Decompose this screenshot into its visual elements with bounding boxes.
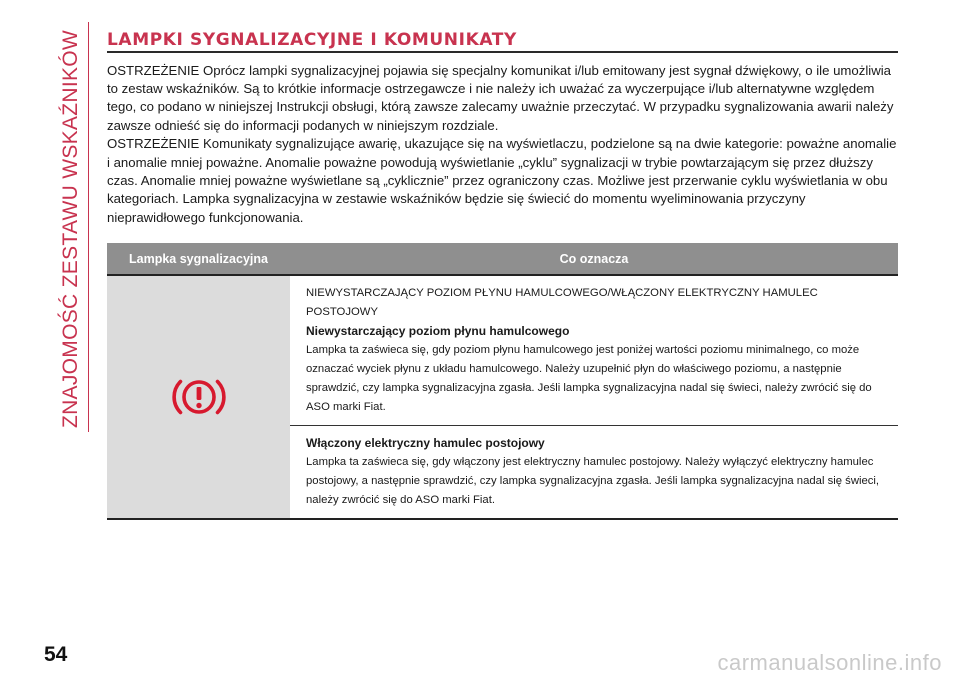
main-content [107,30,898,520]
side-divider [88,22,89,432]
section-text-brake-fluid: Lampka ta zaświeca się, gdy poziom płynu hamulcowego jest poniżej wartości poziomu minimalnego, co może oznaczać wyciek płynu z układu hamulcowego. Należy uzupełnić płyn do właściwego poziomu, a następnie sprawdzić, czy lampka sygnalizacyjna zgasła. Jeśli lampka sygnalizacyjna nadal się świeci, należy zwrócić się do ASO marki Fiat. [306,344,872,414]
section-text-parking-brake: Lampka ta zaświeca się, gdy włączony jest elektryczny hamulec postojowy. Należy wyłączyć elektryczny hamulec postojowy, a następnie sprawdzić, czy lampka sygnalizacyjna zgasła. Jeśli lampka sygnalizacyjna nadal się świeci, należy zwrócić się do ASO marki Fiat. [306,456,880,507]
warning-paragraph-1: OSTRZEŻENIE Oprócz lampki sygnalizacyjnej pojawia się specjalny komunikat i/lub emitowany jest sygnał dźwiękowy, o ile umożliwia to zestaw wskaźników. Są to krótkie informacje ostrzegawcze i nie należy ich uważać za wyczerpujące i/lub alternatywne względem tego, co podano w niniejszej Instrukcji obsługi, którą zawsze zalecamy uważnie przeczytać. W przypadku sygnalizowania awarii należy zawsze odnieść się do informacji podanych w niniejszym rozdziale. [107,62,894,133]
meaning-cell [290,276,898,518]
meaning-block-parking-brake [290,426,898,518]
section-side-title-text: ZNAJOMOŚĆ ZESTAWU WSKAŹNIKÓW [59,29,82,429]
warning-lights-table [107,243,898,520]
page-heading: LAMPKI SYGNALIZACYJNE I KOMUNIKATY [107,30,517,50]
meaning-block-brake-fluid [290,276,898,425]
page-number: 54 [44,643,68,666]
section-title-brake-fluid: Niewystarczający poziom płynu hamulcowego [306,324,570,339]
header-meaning: Co oznacza [559,251,629,266]
heading-rule [107,51,898,53]
section-side-title [56,24,86,434]
entry-title: NIEWYSTARCZAJĄCY POZIOM PŁYNU HAMULCOWEGO/WŁĄCZONY ELEKTRYCZNY HAMULEC POSTOJOWY [306,287,818,319]
lamp-cell [107,276,290,518]
brake-warning-icon [170,372,228,422]
watermark: carmanualsonline.info [717,650,942,675]
section-title-parking-brake: Włączony elektryczny hamulec postojowy [306,436,545,451]
header-lamp: Lampka sygnalizacyjna [129,251,268,266]
warning-paragraph-2: OSTRZEŻENIE Komunikaty sygnalizujące awarię, ukazujące się na wyświetlaczu, podzielone są na dwie kategorie: poważne anomalie i anomalie mniej poważne. Anomalie poważne powodują wyświetlanie „cyklu” sygnalizacji w trybie powtarzającym się przez dłuższy czas. Anomalie mniej poważne wyświetlane są „cyklicznie” przez ograniczony czas. Możliwe jest przerwanie cyklu wyświetlania w obu kategoriach. Lampka sygnalizacyjna w zestawie wskaźników będzie się świecić do momentu wyeliminowania przyczyny nieprawidłowego funkcjonowania. [107,136,897,225]
table-header [107,243,898,274]
table-bottom-rule [107,518,898,520]
table-row [107,276,898,518]
